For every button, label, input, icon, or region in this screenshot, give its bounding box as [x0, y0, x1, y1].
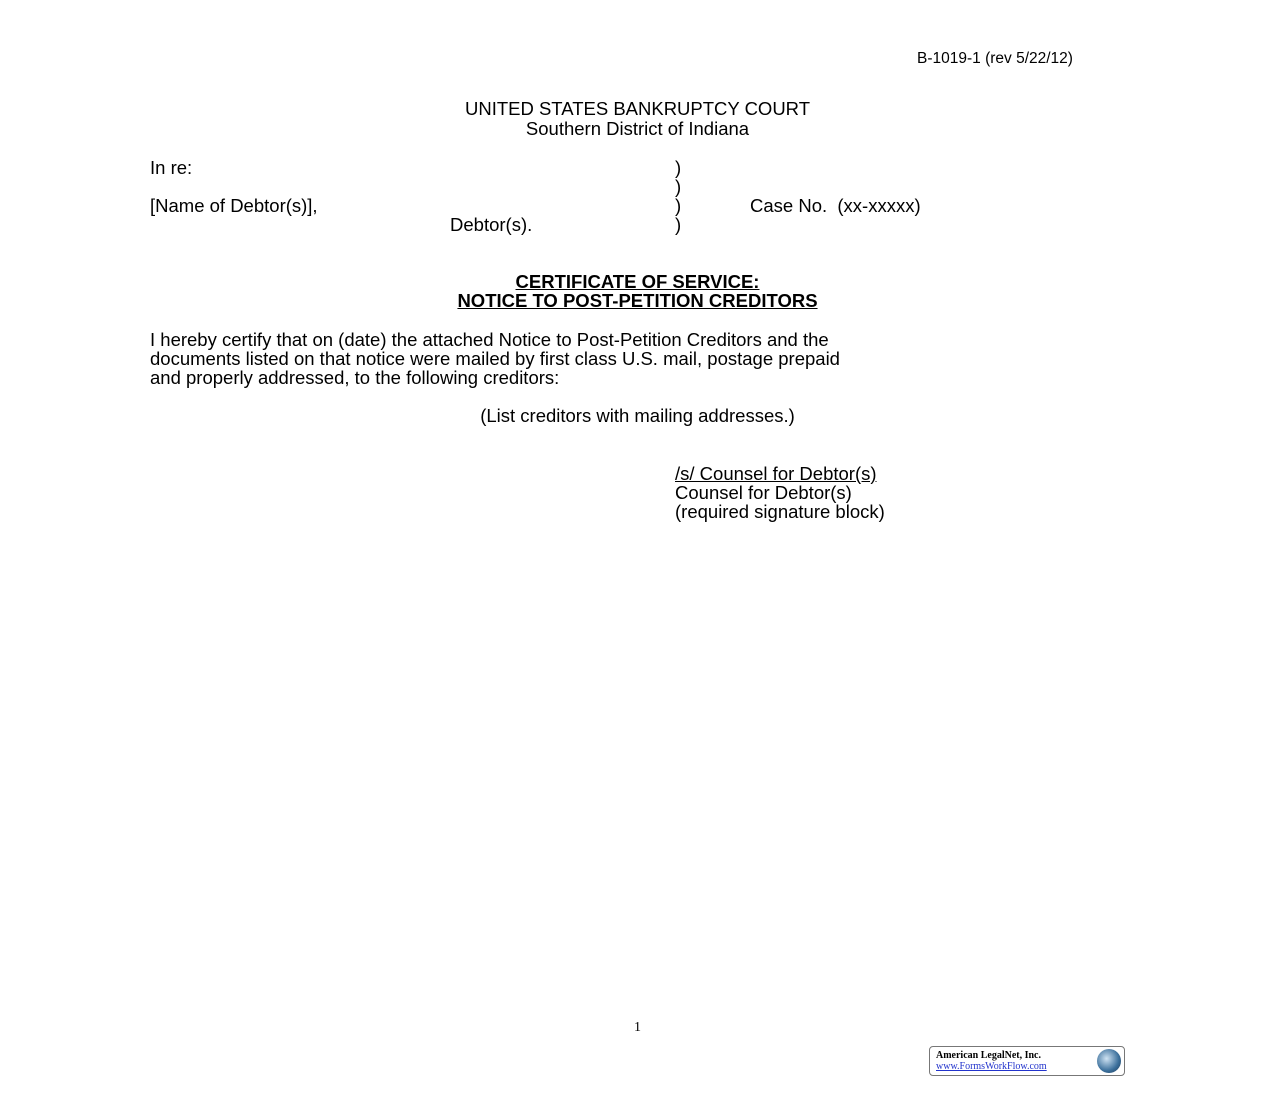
debtor-name: [Name of Debtor(s)],	[150, 195, 318, 216]
caption-paren: )	[675, 176, 682, 197]
document-subtitle: NOTICE TO POST-PETITION CREDITORS	[457, 290, 818, 311]
form-id: B-1019-1 (rev 5/22/12)	[917, 50, 1073, 67]
signature-line: /s/ Counsel for Debtor(s)	[675, 463, 877, 484]
in-re-label: In re:	[150, 157, 193, 178]
court-name: UNITED STATES BANKRUPTCY COURT	[464, 98, 811, 119]
logo-company: American LegalNet, Inc.	[936, 1050, 1041, 1061]
signer-name: Counsel for Debtor(s)	[675, 482, 852, 503]
debtor-label: Debtor(s).	[450, 214, 533, 235]
district-name: Southern District of Indiana	[525, 118, 750, 139]
footer-logo	[929, 1046, 1125, 1076]
body-line: I hereby certify that on (date) the attached Notice to Post-Petition Creditors and the	[150, 329, 829, 350]
caption-paren: )	[675, 195, 682, 216]
caption-paren: )	[675, 214, 682, 235]
list-note: (List creditors with mailing addresses.)	[480, 405, 795, 426]
page-number: 1	[634, 1020, 641, 1035]
signature-note: (required signature block)	[675, 501, 885, 522]
body-line: and properly addressed, to the following creditors:	[150, 367, 560, 388]
body-line: documents listed on that notice were mailed by first class U.S. mail, postage prepaid	[150, 348, 840, 369]
document-title: CERTIFICATE OF SERVICE:	[515, 271, 760, 292]
case-number: Case No. (xx-xxxxx)	[750, 195, 921, 216]
logo-url-link[interactable]: www.FormsWorkFlow.com	[936, 1061, 1047, 1072]
caption-paren: )	[675, 157, 682, 178]
globe-icon	[1097, 1049, 1121, 1073]
